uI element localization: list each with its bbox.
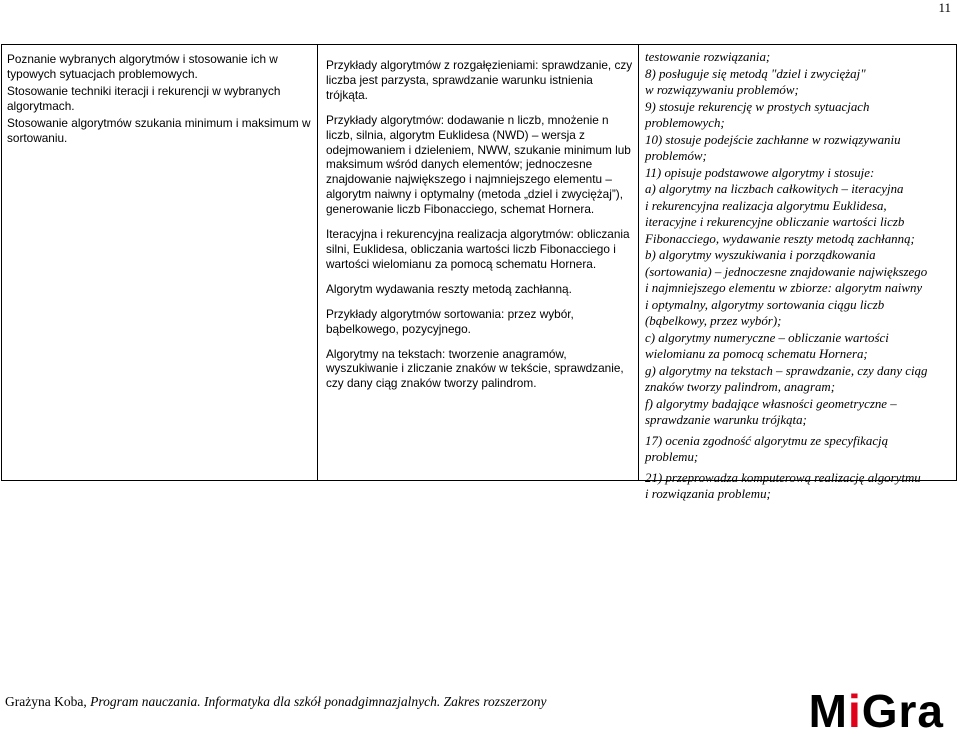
requirement-line: iteracyjne i rekurencyjne obliczanie wartości liczb bbox=[645, 215, 905, 229]
requirement-line: 8) posługuje się metodą "dziel i zwyciężaj" bbox=[645, 66, 866, 81]
requirement-line: 10) stosuje podejście zachłanne w rozwiązywaniu bbox=[645, 132, 901, 147]
curriculum-table bbox=[1, 44, 957, 501]
requirement-line: b) algorytmy wyszukiwania i porządkowania bbox=[645, 248, 876, 262]
page-number: 11 bbox=[938, 0, 951, 15]
content-paragraph: Przykłady algorytmów sortowania: przez wybór, bąbelkowego, pozycyjnego. bbox=[326, 306, 574, 336]
requirement-line: problemowych; bbox=[645, 116, 725, 130]
requirement-line: i rozwiązania problemu; bbox=[645, 487, 771, 501]
goal-paragraph: Stosowanie techniki iteracji i rekurencji w wybranych algorytmach. bbox=[7, 83, 281, 113]
requirement-line: 11) opisuje podstawowe algorytmy i stosuje: bbox=[645, 165, 875, 180]
content-paragraph: Przykłady algorytmów z rozgałęzieniami: sprawdzanie, czy liczba jest parzysta, sprawdzanie warunku istnienia trójkąta. bbox=[326, 58, 633, 102]
requirement-line: wielomianu za pomocą schematu Hornera; bbox=[645, 347, 868, 361]
requirement-line: sprawdzanie warunku trójkąta; bbox=[645, 413, 807, 427]
content-paragraph: Iteracyjna i rekurencyjna realizacja algorytmów: obliczania silni, Euklidesa, obliczania wartości liczb Fibonacciego i wartości wielomianu za pomocą schematu Hornera. bbox=[326, 227, 630, 271]
goal-paragraph: Poznanie wybranych algorytmów i stosowanie ich w typowych sytuacjach problemowych. bbox=[7, 52, 278, 81]
column-requirements bbox=[639, 45, 956, 501]
content-paragraph: Przykłady algorytmów: dodawanie n liczb, mnożenie n liczb, silnia, algorytm Euklidesa (NWD) – wersja z odejmowaniem i dzieleniem, NWW, szukanie minimum lub maksimum wśród danych elementów; jednoczesne znajdowanie największego i najmniejszego elementu – algorytm naiwny i optymalny (metoda „dziel i zwyciężaj”), generowanie liczb Fibonacciego, schemat Hornera. bbox=[326, 112, 631, 217]
requirement-line: i najmniejszego elementu w zbiorze: algorytm naiwny bbox=[645, 281, 923, 295]
logo-part: ra bbox=[898, 685, 944, 737]
requirement-line: i rekurencyjna realizacja algorytmu Euklidesa, bbox=[645, 198, 887, 213]
footer-title: Program nauczania. Informatyka dla szkół ponadgimnazjalnych. Zakres rozszerzony bbox=[90, 694, 547, 709]
requirement-line: (sortowania) – jednoczesne znajdowanie największego bbox=[645, 264, 928, 279]
requirement-line: testowanie rozwiązania; bbox=[645, 50, 771, 64]
requirement-line: w rozwiązywaniu problemów; bbox=[645, 83, 799, 97]
column-goals bbox=[2, 45, 318, 480]
content-paragraph: Algorytm wydawania reszty metodą zachłanną. bbox=[326, 281, 572, 296]
footer-author: Grażyna Koba, bbox=[5, 694, 87, 709]
goal-paragraph: Stosowanie algorytmów szukania minimum i maksimum w sortowaniu. bbox=[7, 115, 311, 145]
footer bbox=[5, 694, 546, 710]
logo-part: G bbox=[861, 685, 899, 737]
requirement-line: c) algorytmy numeryczne – obliczanie wartości bbox=[645, 330, 889, 345]
requirement-line: Fibonacciego, wydawanie reszty metodą zachłanną; bbox=[645, 231, 915, 246]
requirement-line: znaków tworzy palindrom, anagram; bbox=[645, 380, 836, 394]
content-paragraph: Algorytmy na tekstach: tworzenie anagramów, wyszukiwanie i zliczanie znaków w tekście, sprawdzanie, czy dany ciąg znaków tworzy palindrom. bbox=[326, 346, 624, 391]
requirement-line: problemu; bbox=[645, 450, 699, 464]
requirement-line: g) algorytmy na tekstach – sprawdzanie, czy dany ciąg bbox=[645, 363, 928, 378]
requirement-line: problemów; bbox=[645, 149, 707, 163]
requirement-line: 17) ocenia zgodność algorytmu ze specyfikacją bbox=[645, 433, 889, 448]
requirement-line: 21) przeprowadza komputerową realizację algorytmu bbox=[645, 470, 921, 485]
logo-accent: i bbox=[847, 685, 862, 737]
requirement-line: f) algorytmy badające własności geometryczne – bbox=[645, 396, 897, 411]
requirement-line: (bąbelkowy, przez wybór); bbox=[645, 314, 782, 328]
column-content bbox=[318, 45, 639, 480]
migra-logo bbox=[808, 685, 944, 737]
requirement-line: 9) stosuje rekurencję w prostych sytuacjach bbox=[645, 99, 870, 114]
requirement-line: i optymalny, algorytmy sortowania ciągu liczb bbox=[645, 297, 885, 312]
requirement-line: a) algorytmy na liczbach całkowitych – iteracyjna bbox=[645, 182, 904, 196]
logo-part: M bbox=[808, 685, 848, 737]
